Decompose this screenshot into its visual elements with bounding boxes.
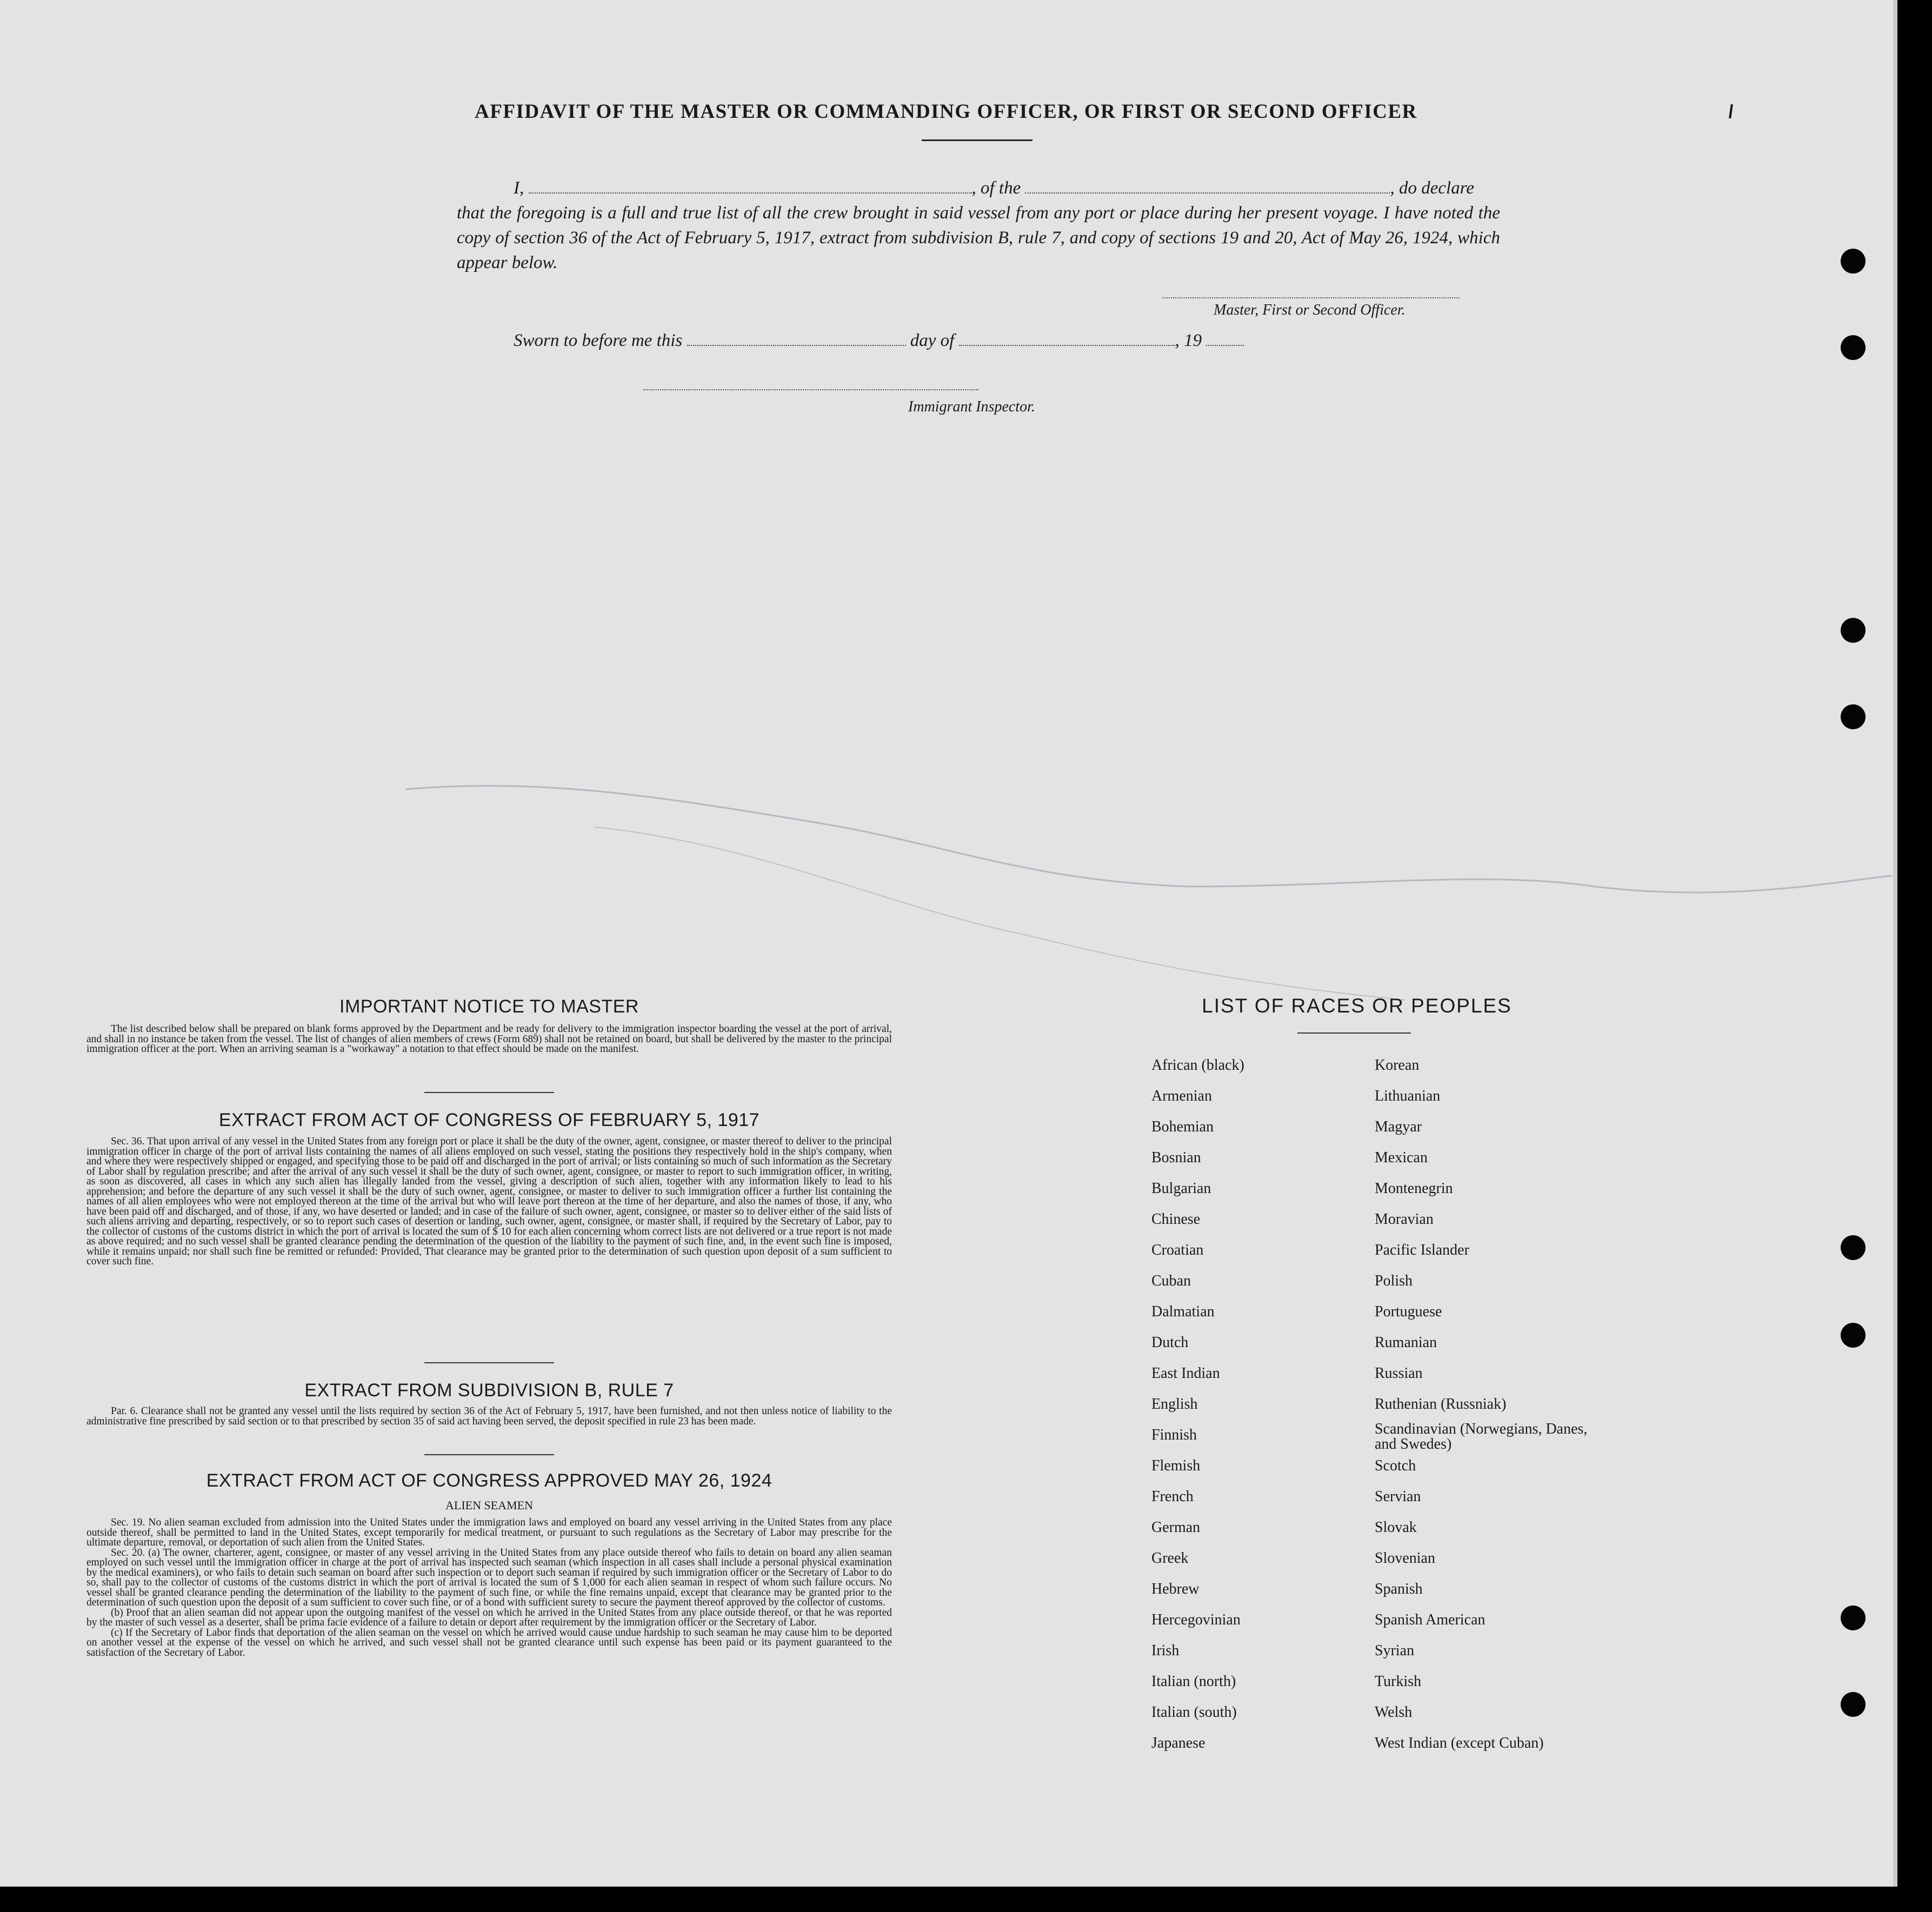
- race-item: Servian: [1375, 1488, 1421, 1505]
- extract-1917-heading: EXTRACT FROM ACT OF CONGRESS OF FEBRUARY 5, 1917: [218, 1110, 760, 1130]
- race-item: Italian (north): [1151, 1673, 1236, 1690]
- race-item: Magyar: [1375, 1118, 1422, 1135]
- of-the-label: , of the: [971, 178, 1021, 198]
- race-item: Polish: [1375, 1273, 1413, 1289]
- notice-heading: IMPORTANT NOTICE TO MASTER: [339, 996, 639, 1017]
- race-item: West Indian (except Cuban): [1375, 1735, 1544, 1751]
- extract-1924-text: [86, 1518, 892, 1658]
- title-rule: [922, 139, 1032, 141]
- sec-20c-paragraph: (c) If the Secretary of Labor finds that deportation of the alien seaman on the vessel on which he arrived would cause undue hardship to such seaman he may cause him to be deported on another vessel at the expense of the vessel on which he arrived, and such vessel shall not be granted clearance until such expense has been paid or its payment guaranteed to the satisfaction of the Secretary of Labor.: [86, 1627, 892, 1658]
- race-item: Cuban: [1151, 1273, 1191, 1289]
- race-item: Dutch: [1151, 1334, 1189, 1351]
- race-item: Irish: [1151, 1642, 1180, 1659]
- master-signature-field[interactable]: [1162, 297, 1460, 298]
- race-item: Spanish American: [1375, 1611, 1485, 1628]
- notice-text: [86, 1024, 892, 1055]
- binder-hole: [1841, 1323, 1866, 1348]
- extract-1917-text: [86, 1137, 892, 1267]
- race-item: Ruthenian (Russniak): [1375, 1396, 1507, 1413]
- race-item: Hebrew: [1151, 1581, 1200, 1597]
- name-field[interactable]: [529, 177, 972, 194]
- binder-hole: [1841, 249, 1866, 274]
- race-item: Portuguese: [1375, 1303, 1442, 1320]
- race-item: Finnish: [1151, 1427, 1197, 1443]
- affidavit-title: AFFIDAVIT OF THE MASTER OR COMMANDING OFFICER, OR FIRST OR SECOND OFFICER: [475, 101, 1417, 123]
- sec-20a-paragraph: Sec. 20. (a) The owner, charterer, agent, consignee, or master of any vessel arriving in the United States from any place outside thereof who fails to detain on board any alien seaman employed on such vessel until the immigration officer in charge at the port of arrival has inspected such seaman (which inspection in all cases shall include a personal physical examination by the medical examiners), or who fails to detain such seaman on board after such inspection or to deport such seaman if required by such immigration officer or the Secretary of Labor to do so, shall pay to the collector of customs of the customs district in which the port of arrival is located the sum of $ 1,000 for each alien seaman in respect of whom such failure occurs. No vessel shall be granted clearance pending the determination of the liability to the payment of such fine, or while the fine remains unpaid, except that clearance may be granted prior to the determination of such question upon the deposit of a sum sufficient to cover such fine, or of a bond with sufficient surety to secure the payment thereof approved by the collector of customs.: [86, 1547, 892, 1608]
- race-item: German: [1151, 1519, 1201, 1536]
- race-item: Italian (south): [1151, 1704, 1237, 1721]
- extract-rule7-heading: EXTRACT FROM SUBDIVISION B, RULE 7: [304, 1380, 674, 1401]
- declaration-first-line: [457, 176, 1500, 201]
- race-item: Bosnian: [1151, 1149, 1201, 1166]
- race-item: Pacific Islander: [1375, 1242, 1469, 1258]
- sec-20b-paragraph: (b) Proof that an alien seaman did not appear upon the outgoing manifest of the vessel on which he arrived in the United States from any place outside thereof, or that he was reported by the master of such vessel as a deserter, shall be prima facie evidence of a failure to detain or deport after requirement by the immigration officer or the Secretary of Labor.: [86, 1607, 892, 1628]
- sworn-day-field[interactable]: [687, 330, 906, 346]
- page-edge: [1893, 0, 1897, 1887]
- race-item: Scandinavian (Norwegians, Danes, and Swedes): [1375, 1421, 1588, 1453]
- year-prefix: , 19: [1175, 331, 1202, 350]
- races-heading: LIST OF RACES OR PEOPLES: [1202, 995, 1512, 1017]
- par-6-paragraph: Par. 6. Clearance shall not be granted any vessel until the lists required by section 36 of the Act of February 5, 1917, have been furnished, and not then unless notice of liability to the administrative fine prescribed by said section or to that prescribed by section 35 of said act having been served, the deposit specified in rule 23 has been made.: [86, 1405, 892, 1427]
- race-item: Spanish: [1375, 1581, 1423, 1597]
- race-item: French: [1151, 1488, 1194, 1505]
- races-rule: [1297, 1032, 1411, 1034]
- inspector-signature-field[interactable]: [643, 389, 978, 390]
- race-item: Turkish: [1375, 1673, 1422, 1690]
- alien-seamen-subheading: ALIEN SEAMEN: [445, 1498, 533, 1512]
- race-item: Mexican: [1375, 1149, 1428, 1166]
- extract-1924-heading: EXTRACT FROM ACT OF CONGRESS APPROVED MAY 26, 1924: [206, 1470, 772, 1491]
- race-item: Slovenian: [1375, 1550, 1435, 1567]
- race-item: East Indian: [1151, 1365, 1220, 1382]
- race-item: Dalmatian: [1151, 1303, 1215, 1320]
- declaration-block: [457, 176, 1500, 275]
- paper-crease: [0, 746, 1897, 1016]
- section-rule: [424, 1454, 554, 1455]
- notice-paragraph: The list described below shall be prepared on blank forms approved by the Department and be ready for delivery to the immigration inspector boarding the vessel at the port of arrival, and shall in no instance be taken from the vessel. The list of changes of alien members of crews (Form 689) shall not be retained on board, but shall be delivered by the master to the principal immigration officer at the port. When an arriving seaman is a "workaway" a notation to that effect should be made on the manifest.: [86, 1023, 892, 1055]
- binder-hole: [1841, 1605, 1866, 1630]
- corner-mark: [1729, 104, 1733, 118]
- vessel-field[interactable]: [1025, 177, 1390, 194]
- sec-19-paragraph: Sec. 19. No alien seaman excluded from admission into the United States under the immigration laws and employed on board any vessel arriving in the United States from any place outside thereof, shall be permitted to land in the United States, except temporarily for medical treatment, or pursuant to such regulations as the Secretary of Labor may prescribe for the ultimate departure, removal, or deportation of such alien from the United States.: [86, 1517, 892, 1548]
- sworn-line: [514, 330, 1244, 351]
- section-rule: [424, 1092, 554, 1093]
- declaration-body: that the foregoing is a full and true list of all the crew brought in said vessel from any port or place during her present voyage. I have noted the copy of section 36 of the Act of February 5, 1917, extract from subdivision B, rule 7, and copy of sections 19 and 20, Act of May 26, 1924, which appear below.: [457, 203, 1500, 272]
- race-item: Scotch: [1375, 1457, 1416, 1474]
- race-item: Moravian: [1375, 1211, 1434, 1228]
- inspector-caption: Immigrant Inspector.: [908, 398, 1035, 415]
- sworn-month-field[interactable]: [959, 330, 1175, 346]
- race-item: English: [1151, 1396, 1198, 1413]
- race-item: Korean: [1375, 1057, 1420, 1074]
- race-item: Lithuanian: [1375, 1088, 1441, 1104]
- race-item: Bohemian: [1151, 1118, 1214, 1135]
- sec-36-paragraph: Sec. 36. That upon arrival of any vessel in the United States from any foreign port or place it shall be the duty of the owner, agent, consignee, or master thereof to deliver to the principal immigration officer in charge of the port of arrival lists containing the names of all aliens employed on such vessel, stating the positions they respectively hold in the ship's company, when and where they were respectively shipped or engaged, and specifying those to be paid off and discharged in the port of arrival; or lists containing so much of such information as the Secretary of Labor shall by regulation prescribe; and after the arrival of any such vessel it shall be the duty of such owner, agent, consignee, or master to report to such immigration officer, in writing, as soon as discovered, all cases in which any such alien has illegally landed from the vessel, giving a description of such alien, together with any information likely to lead to his apprehension; and before the departure of any such vessel it shall be the duty of such owner, agent, consignee, or master to deliver to such immigration officer a further list containing the names of all alien employees who were not employed thereon at the time of the arrival but who will leave port thereon at the time of her departure, and also the names of those, if any, who have been paid off and discharged, and of those, if any, wo have deserted or landed; and in case of the failure of such owner, agent, consignee, or master so to deliver either of the said lists of such aliens arriving and departing, respectively, or so to report such cases of desertion or landing, such owner, agent, consignee, or master shall, if required by the Secretary of Labor, pay to the collector of customs of the customs district in which the port of arrival is located the sum of $ 10 for each alien concerning whom correct lists are not delivered or a true report is not made as above required; and no such vessel shall be granted clearance pending the determination of the question of the liability to the payment of such fine, and, in the event such fine is imposed, while it remains unpaid; nor shall such fine be remitted or refunded: Provided, That clearance may be granted prior to the determination of such question upon deposit of a sum sufficient to cover such fine.: [86, 1136, 892, 1267]
- race-item: Armenian: [1151, 1088, 1212, 1104]
- binder-hole: [1841, 1235, 1866, 1260]
- binder-hole: [1841, 1692, 1866, 1717]
- race-item: Croatian: [1151, 1242, 1204, 1258]
- race-item: Chinese: [1151, 1211, 1201, 1228]
- race-item: Montenegrin: [1375, 1180, 1453, 1197]
- race-item: Syrian: [1375, 1642, 1415, 1659]
- race-item: Welsh: [1375, 1704, 1413, 1721]
- race-item: Rumanian: [1375, 1334, 1437, 1351]
- master-signature-caption: Master, First or Second Officer.: [1214, 302, 1405, 318]
- i-label: I,: [514, 178, 524, 198]
- race-item: Flemish: [1151, 1457, 1201, 1474]
- section-rule: [424, 1362, 554, 1363]
- race-item: African (black): [1151, 1057, 1244, 1074]
- race-item: Russian: [1375, 1365, 1423, 1382]
- races-left-column: [1151, 1050, 1244, 1758]
- day-of-label: day of: [910, 331, 955, 350]
- sworn-label: Sworn to before me this: [514, 331, 683, 350]
- binder-hole: [1841, 704, 1866, 729]
- race-item: Bulgarian: [1151, 1180, 1211, 1197]
- binder-hole: [1841, 335, 1866, 360]
- extract-rule7-text: [86, 1407, 892, 1427]
- races-right-column: [1375, 1050, 1607, 1758]
- binder-hole: [1841, 618, 1866, 643]
- race-item: Japanese: [1151, 1735, 1205, 1751]
- race-item: Hercegovinian: [1151, 1611, 1241, 1628]
- sworn-year-field[interactable]: [1206, 330, 1244, 346]
- race-item: Greek: [1151, 1550, 1189, 1567]
- race-item: Slovak: [1375, 1519, 1417, 1536]
- do-declare-label: , do declare: [1390, 178, 1474, 198]
